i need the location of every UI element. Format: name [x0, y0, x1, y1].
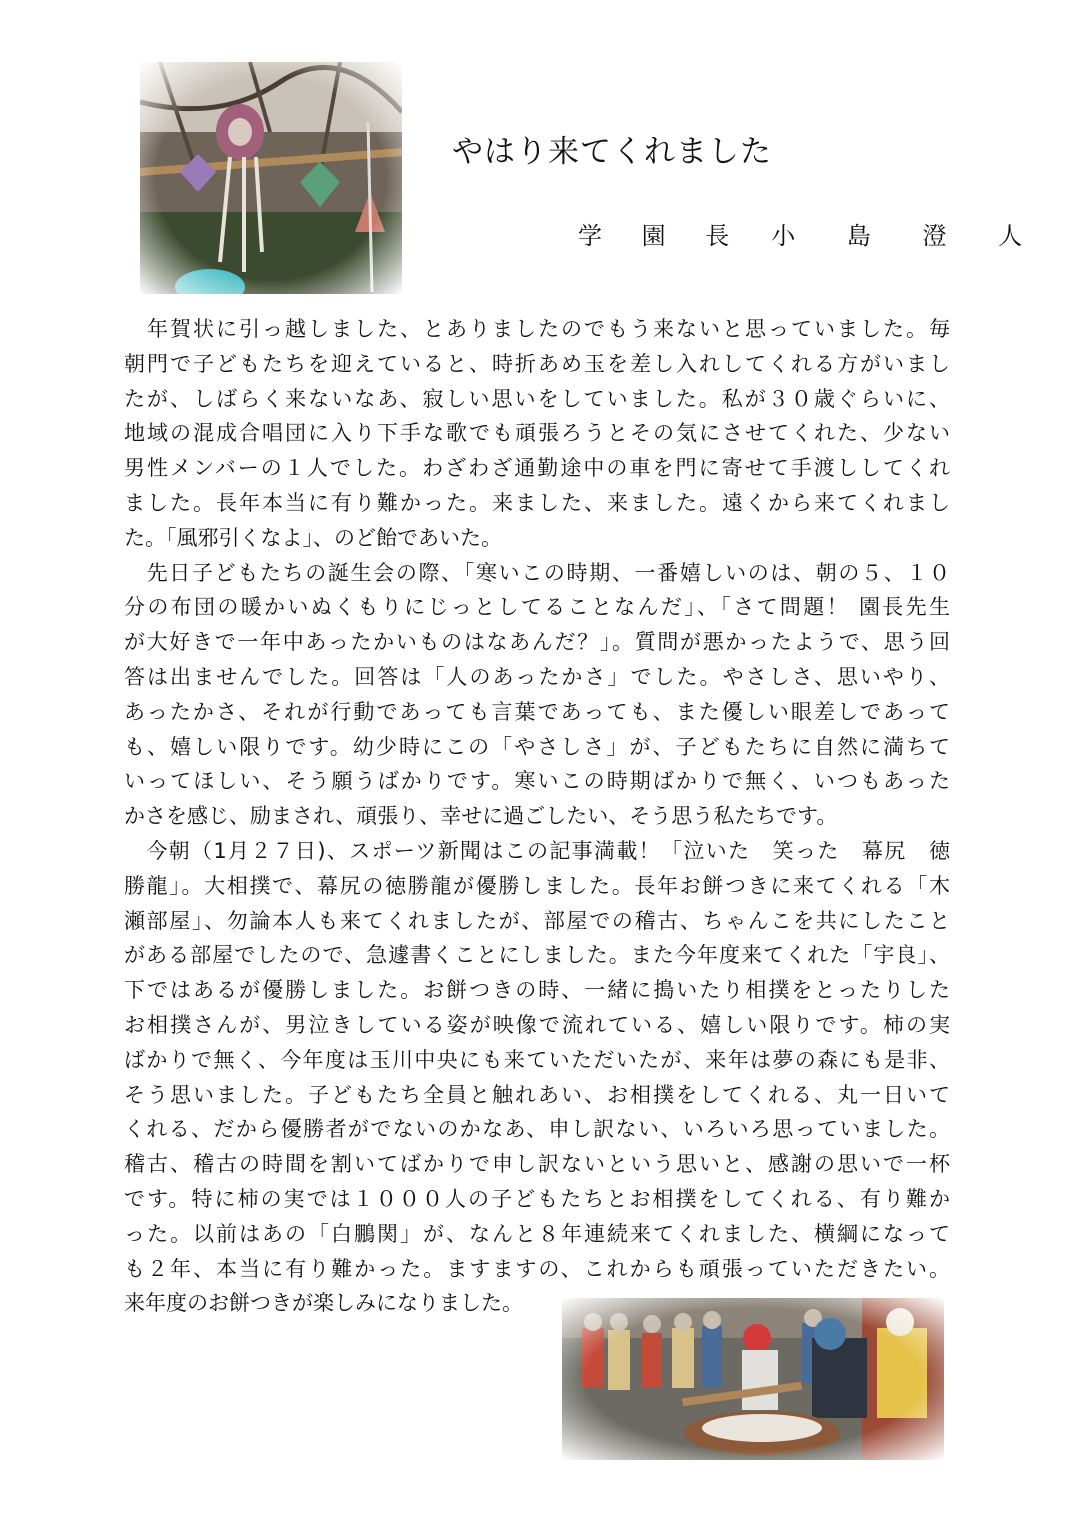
author-line — [578, 216, 1044, 251]
text-line: 男性メンバーの１人でした。わざわざ通勤途中の車を門に寄せて手渡ししてくれ — [124, 456, 950, 481]
text-line: 地域の混成合唱団に入り下手な歌でも頑張ろうとその気にさせてくれた、少ない — [124, 421, 950, 446]
text-line: 朝門で子どもたちを迎えていると、時折あめ玉を差し入れしてくれる方がいまし — [124, 351, 950, 376]
text-line: 今朝（1月２７日)、スポーツ新聞はこの記事満載！「泣いた 笑った 幕尻 徳 — [124, 838, 950, 863]
paragraph-3 — [124, 834, 950, 1321]
text-line: も２年、本当に有り難かった。ますますの、これからも頑張っていただきたい。 — [124, 1256, 950, 1281]
text-line: お相撲さんが、男泣きしている姿が映像で流れている、嬉しい限りです。柿の実 — [124, 1012, 950, 1037]
photo-mochitsuki-icon — [562, 1298, 944, 1460]
text-line: 答は出ませんでした。回答は「人のあったかさ」でした。やさしさ、思いやり、 — [124, 664, 950, 689]
page-title: やはり来てくれました — [452, 134, 772, 170]
text-line: った。以前はあの「白鵬関」が、なんと８年連続来てくれました、横綱になって — [124, 1221, 950, 1246]
text-line: がある部屋でしたので、急遽書くことにしました。また今年度来てくれた「宇良」、 — [124, 943, 950, 968]
text-line: 分の布団の暖かいぬくもりにじっとしてることなんだ」、「さて問題！ 園長先生 — [124, 595, 950, 620]
text-line: 下ではあるが優勝しました。お餅つきの時、一緒に搗いたり相撲をとったりした — [124, 978, 950, 1003]
text-line: そう思いました。子どもたち全員と触れあい、お相撲をしてくれる、丸一日いて — [124, 1082, 950, 1107]
author-role: 学 園 長 — [578, 222, 746, 250]
text-line: 瀬部屋」、勿論本人も来てくれましたが、部屋での稽古、ちゃんこを共にしたこと — [124, 908, 950, 933]
text-line: あったかさ、それが行動であっても言葉であっても、また優しい眼差しであって — [124, 699, 950, 724]
text-line: ばかりで無く、今年度は玉川中央にも来ていただいたが、来年は夢の森にも是非、 — [124, 1047, 950, 1072]
text-line: です。特に柿の実では１０００人の子どもたちとお相撲をしてくれる、有り難か — [124, 1186, 950, 1211]
text-line: 勝龍」。大相撲で、幕尻の徳勝龍が優勝しました。長年お餅つきに来てくれる「木 — [124, 873, 950, 898]
author-name: 小 島 澄 人 — [771, 222, 1045, 250]
text-line: たが、しばらく来ないなあ、寂しい思いをしていました。私が３０歳ぐらいに、 — [124, 386, 950, 411]
photo-hanging-ornaments-icon — [140, 62, 402, 294]
text-line: が大好きで一年中あったかいものはなあんだ？」。質問が悪かったようで、思う回 — [124, 630, 950, 655]
text-line: 年賀状に引っ越しました、とありましたのでもう来ないと思っていました。毎 — [124, 317, 950, 341]
paragraph-1 — [124, 312, 950, 556]
text-line: 先日子どもたちの誕生会の際、「寒いこの時期、一番嬉しいのは、朝の５、１０ — [124, 560, 950, 585]
text-line: かさを感じ、励まされ、頑張り、幸せに過ごしたい、そう思う私たちです。 — [124, 804, 838, 829]
text-line: も、嬉しい限りです。幼少時にこの「やさしさ」が、子どもたちに自然に満ちて — [124, 734, 950, 759]
text-line: 稽古、稽古の時間を割いてばかりで申し訳ないという思いと、感謝の思いで一杯 — [124, 1152, 950, 1177]
text-line: くれる、だから優勝者がでないのかなあ、申し訳ない、いろいろ思っていました。 — [124, 1117, 950, 1142]
paragraph-2 — [124, 556, 950, 834]
mochitsuki-photo — [562, 1298, 944, 1460]
hanging-ornaments-photo — [140, 62, 402, 294]
text-line: ました。長年本当に有り難かった。来ました、来ました。遠くから来てくれまし — [124, 490, 950, 515]
text-line: いってほしい、そう願うばかりです。寒いこの時期ばかりで無く、いつもあった — [124, 769, 950, 794]
text-line: 来年度のお餅つきが楽しみになりました。 — [124, 1291, 523, 1316]
article-body — [124, 312, 950, 1321]
text-line: た。「風邪引くなよ」、のど飴であいた。 — [124, 525, 502, 550]
